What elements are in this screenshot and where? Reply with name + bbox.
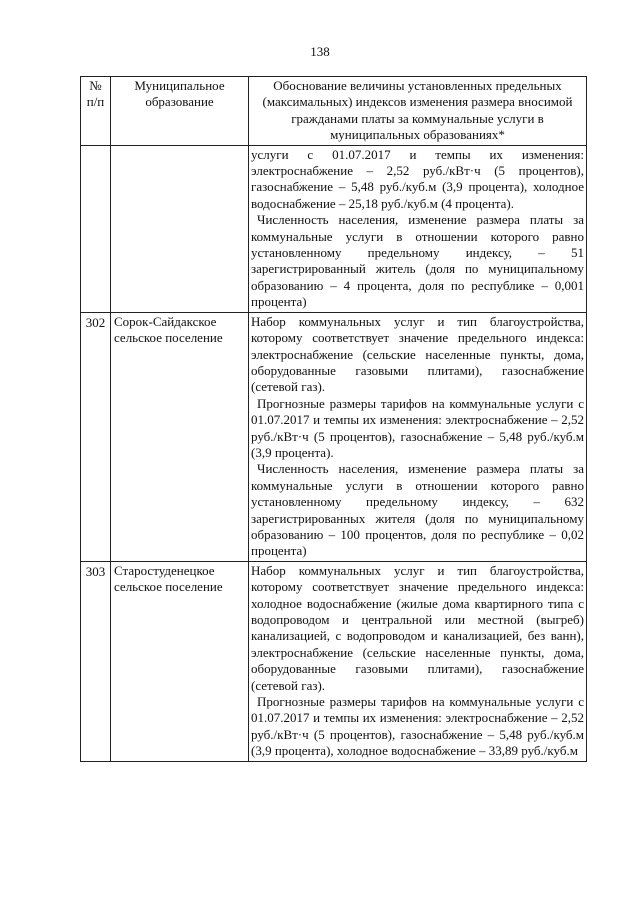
row-num-cell: 303 [81,561,111,761]
row-municipality-cell: Сорок-Сайдакское сельское поселение [111,312,249,561]
row-municipality-cell [111,145,249,312]
table-header-row [81,77,587,146]
justification-paragraph: Прогнозные размеры тарифов на коммунальные услуги с 01.07.2017 и темпы их изменения: электроснабжение – 2,52 руб./кВт·ч (5 процентов), газоснабжение – 5,48 руб./куб.м (3,9 процента). [251,395,584,460]
justification-paragraph: услуги с 01.07.2017 и темпы их изменения: электроснабжение – 2,52 руб./кВт·ч (5 процентов), газоснабжение – 5,48 руб./куб.м (3,9 процента), холодное водоснабжение – 25,18 руб./куб.м (4 процента). [251,146,584,211]
row-municipality-cell: Старостуденецкое сельское поселение [111,561,249,761]
header-num: № п/п [81,77,111,146]
header-justification: Обоснование величины установленных предельных (максимальных) индексов изменения размера вносимой гражданами платы за коммунальные услуги в муниципальных образованиях* [249,77,587,146]
justification-paragraph: Прогнозные размеры тарифов на коммунальные услуги с 01.07.2017 и темпы их изменения: электроснабжение – 2,52 руб./кВт·ч (5 процентов), газоснабжение – 5,48 руб./куб.м (3,9 процента), холодное водоснабжение – 33,89 руб./куб.м [251,694,584,759]
row-justification-cell [249,145,587,312]
row-num-cell [81,145,111,312]
row-justification-cell [249,312,587,561]
justification-paragraph: Численность населения, изменение размера платы за коммунальные услуги в отношении которого равно установленному предельному индексу, – 51 зарегистрированный житель (доля по муниципальному образованию – 4 процента, доля по республике – 0,001 процента) [251,212,584,310]
table-row-continued [81,145,587,312]
header-municipality: Муниципальное образование [111,77,249,146]
table-row-302 [81,312,587,561]
justification-paragraph: Набор коммунальных услуг и тип благоустройства, которому соответствует значение предельного индекса: холодное водоснабжение (жилые дома квартирного типа с водопроводом и центральной или местной (выгреб) канализацией, с водопроводом и канализацией, без ванн), электроснабжение (сельские населенные пункты, дома, оборудованные газовыми плитами), газоснабжение (сетевой газ). [251,562,584,693]
row-justification-cell [249,561,587,761]
page-number: 138 [310,44,330,59]
justification-paragraph: Набор коммунальных услуг и тип благоустройства, которому соответствует значение предельного индекса: электроснабжение (сельские населенные пункты, дома, оборудованные газовыми плитами), газоснабжение (сетевой газ). [251,313,584,395]
table-row-303 [81,561,587,761]
row-num-cell: 302 [81,312,111,561]
justification-paragraph: Численность населения, изменение размера платы за коммунальные услуги в отношении которого равно установленному предельному индексу, – 632 зарегистрированных жителя (доля по муниципальному образованию – 100 процентов, доля по республике – 0,02 процента) [251,461,584,559]
tariff-index-table [80,76,587,762]
